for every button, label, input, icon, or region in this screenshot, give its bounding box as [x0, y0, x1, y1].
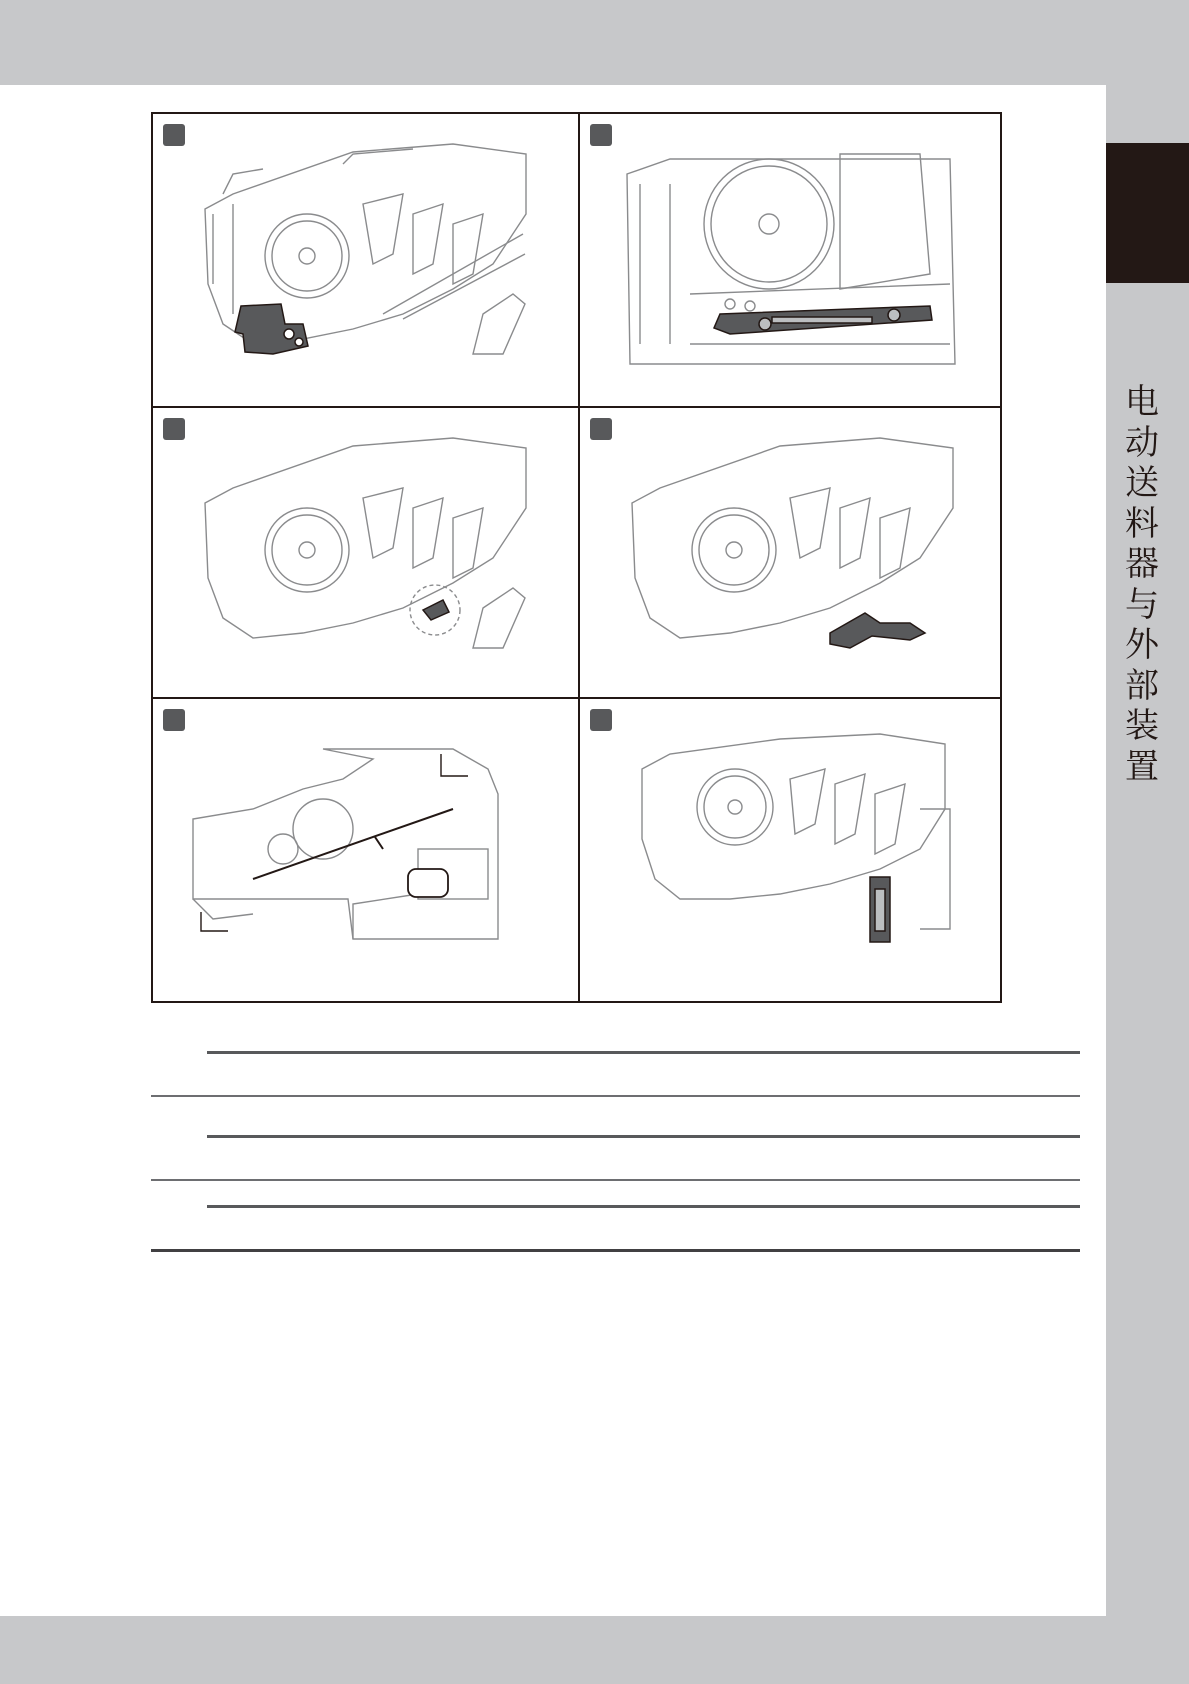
- figure-grid: [151, 112, 1002, 1003]
- figure-panel-1: [153, 114, 578, 406]
- section-rule-5: [207, 1205, 1080, 1208]
- feeder-illustration-6: [580, 699, 1002, 1001]
- feeder-illustration-5: [153, 699, 578, 1001]
- chapter-tab: [1106, 143, 1189, 283]
- figure-panel-6: [580, 699, 1002, 1001]
- section-rule-1: [207, 1051, 1080, 1054]
- figure-panel-4: [580, 408, 1002, 697]
- section-rule-2: [151, 1095, 1080, 1097]
- section-rule-4: [151, 1179, 1080, 1181]
- feeder-illustration-1: [153, 114, 578, 406]
- chapter-title: 电动送料器与外部装置: [1125, 382, 1159, 787]
- figure-panel-3: [153, 408, 578, 697]
- feeder-illustration-3: [153, 408, 578, 697]
- feeder-illustration-2: [580, 114, 1002, 406]
- section-rule-3: [207, 1135, 1080, 1138]
- figure-panel-2: [580, 114, 1002, 406]
- figure-panel-5: [153, 699, 578, 1001]
- feeder-illustration-4: [580, 408, 1002, 697]
- section-rule-6: [151, 1249, 1080, 1252]
